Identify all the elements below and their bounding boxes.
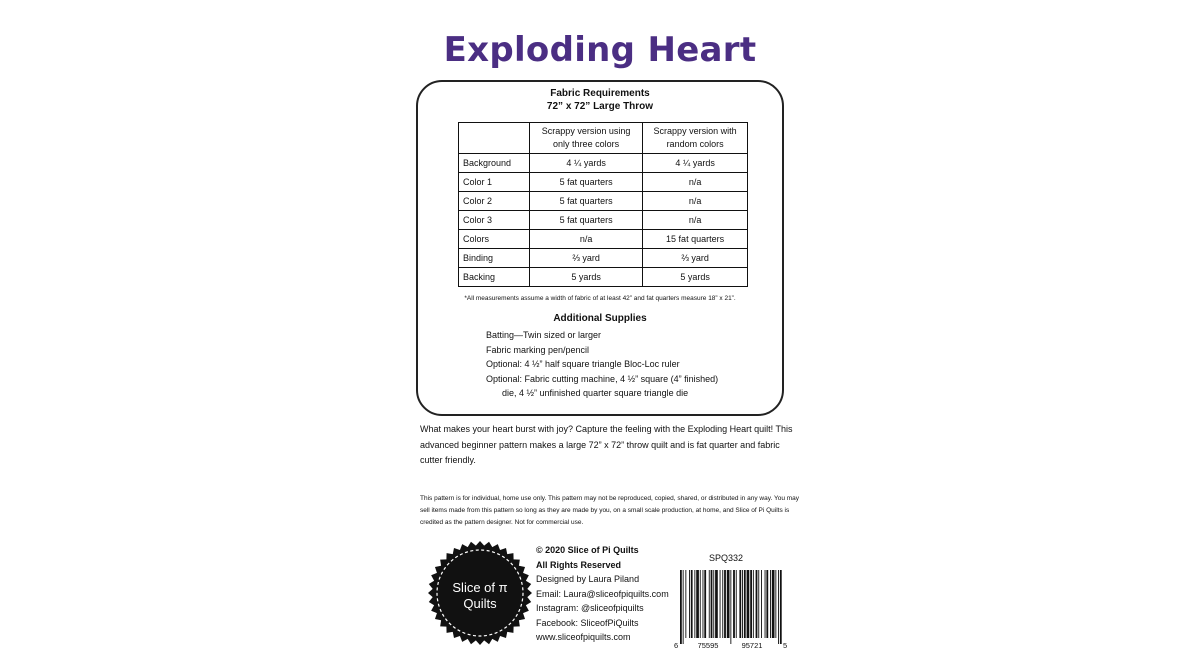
barcode-digit-first: 6 bbox=[674, 641, 679, 650]
barcode-bar bbox=[724, 570, 726, 638]
requirements-size: 72” x 72” Large Throw bbox=[546, 101, 654, 112]
website-text: www.sliceofpiquilts.com bbox=[536, 632, 631, 642]
requirements-heading: Fabric Requirements bbox=[550, 88, 650, 99]
rights-text: All Rights Reserved bbox=[536, 559, 622, 570]
table-header-col2: Scrappy version with random colors bbox=[643, 123, 748, 154]
barcode-bar bbox=[685, 570, 686, 638]
barcode-bar bbox=[722, 570, 723, 638]
barcode-bar bbox=[758, 570, 759, 638]
barcode-bar bbox=[700, 570, 701, 638]
barcode-bar bbox=[680, 570, 682, 644]
fabric-table bbox=[458, 122, 748, 287]
barcode-bar bbox=[778, 570, 779, 644]
barcode bbox=[672, 566, 790, 651]
barcode-bar bbox=[765, 570, 766, 638]
barcode-bar bbox=[761, 570, 762, 638]
barcode-bars bbox=[680, 570, 782, 644]
barcode-bar bbox=[711, 570, 713, 638]
pattern-description: What makes your heart burst with joy? Capture the feeling with the Exploding Heart quilt! This advanced beginner pattern makes a large 72” x 72” throw quilt and is fat quarter and fabric cutter friendly. bbox=[420, 424, 793, 465]
list-item: Batting—Twin sized or larger bbox=[486, 330, 602, 340]
fabric-requirements-box bbox=[416, 80, 784, 416]
contact-info bbox=[536, 543, 669, 645]
list-item: die, 4 ½” unfinished quarter square triangle die bbox=[502, 388, 689, 398]
row-label: Color 2 bbox=[459, 192, 530, 211]
measurement-footnote: *All measurements assume a width of fabric of at least 42” and fat quarters measure 18” x 21”. bbox=[464, 295, 736, 302]
barcode-bar bbox=[694, 570, 695, 638]
table-header-empty bbox=[459, 123, 530, 154]
list-item: Optional: Fabric cutting machine, 4 ½” square (4” finished) bbox=[486, 373, 719, 384]
barcode-bar bbox=[772, 570, 775, 638]
row-label: Background bbox=[459, 154, 530, 173]
barcode-bar bbox=[775, 570, 776, 638]
table-row bbox=[459, 249, 748, 268]
table-row bbox=[459, 173, 748, 192]
barcode-bar bbox=[689, 570, 690, 638]
row-value: 5 fat quarters bbox=[530, 192, 643, 211]
barcode-bar bbox=[736, 570, 737, 638]
logo-text-line1: Slice of π bbox=[452, 580, 508, 595]
row-value: n/a bbox=[643, 173, 748, 192]
barcode-bar bbox=[756, 570, 758, 638]
row-value: 4 ¼ yards bbox=[530, 154, 643, 173]
barcode-bar bbox=[770, 570, 771, 638]
barcode-bar bbox=[696, 570, 699, 638]
barcode-bar bbox=[683, 570, 684, 644]
barcode-bar bbox=[703, 570, 704, 638]
list-item: Fabric marking pen/pencil bbox=[486, 344, 590, 355]
row-value: 5 yards bbox=[643, 268, 748, 287]
table-row bbox=[459, 268, 748, 287]
barcode-bar bbox=[709, 570, 710, 638]
row-value: 5 yards bbox=[530, 268, 643, 287]
row-value: 4 ¼ yards bbox=[643, 154, 748, 173]
row-label: Backing bbox=[459, 268, 530, 287]
row-label: Color 1 bbox=[459, 173, 530, 192]
logo-text-line2: Quilts bbox=[463, 596, 497, 611]
list-item: Optional: 4 ½” half square triangle Bloc-Loc ruler bbox=[486, 359, 680, 369]
barcode-bar bbox=[704, 570, 706, 638]
row-value: n/a bbox=[530, 230, 643, 249]
legal-notice: This pattern is for individual, home use only. This pattern may not be reproduced, copied, shared, or distributed in any way. You may sell items made from this pattern so long as they are made by you, on a small scale production, at home, and Slice of Pi Quilts is credited as the pattern designer. Not for commercial use. bbox=[420, 495, 800, 526]
table-row bbox=[459, 211, 748, 230]
barcode-bar bbox=[720, 570, 721, 638]
barcode-digits-right: 95721 bbox=[741, 641, 763, 650]
table-header-col1: Scrappy version using only three colors bbox=[530, 123, 643, 154]
facebook-text: Facebook: SliceofPiQuilts bbox=[536, 617, 639, 628]
supplies-list bbox=[486, 328, 718, 401]
row-label: Binding bbox=[459, 249, 530, 268]
designer-text: Designed by Laura Piland bbox=[536, 574, 640, 584]
table-row bbox=[459, 154, 748, 173]
row-value: 15 fat quarters bbox=[643, 230, 748, 249]
row-label: Color 3 bbox=[459, 211, 530, 230]
table-header-row bbox=[459, 123, 748, 154]
barcode-bar bbox=[742, 570, 743, 638]
barcode-bar bbox=[766, 570, 768, 638]
row-value: 5 fat quarters bbox=[530, 173, 643, 192]
row-label: Colors bbox=[459, 230, 530, 249]
row-value: n/a bbox=[643, 211, 748, 230]
page-title: Exploding Heart bbox=[443, 30, 757, 70]
email-text: Email: Laura@sliceofpiquilts.com bbox=[536, 588, 669, 599]
barcode-digit-last: 5 bbox=[783, 641, 788, 650]
row-value: 5 fat quarters bbox=[530, 211, 643, 230]
instagram-text: Instagram: @sliceofpiquilts bbox=[536, 603, 644, 613]
table-row bbox=[459, 230, 748, 249]
barcode-bar bbox=[691, 570, 693, 638]
barcode-bar bbox=[753, 570, 754, 638]
barcode-bar bbox=[750, 570, 752, 638]
barcode-bar bbox=[780, 570, 782, 644]
barcode-bar bbox=[727, 570, 730, 638]
barcode-bar bbox=[747, 570, 750, 638]
barcode-bar bbox=[744, 570, 746, 638]
barcode-bar bbox=[733, 570, 735, 638]
barcode-bar bbox=[715, 570, 718, 638]
row-value: n/a bbox=[643, 192, 748, 211]
barcode-bar bbox=[739, 570, 741, 638]
barcode-bar bbox=[713, 570, 714, 638]
supplies-heading: Additional Supplies bbox=[553, 313, 647, 324]
barcode-digits-left: 75595 bbox=[697, 641, 719, 650]
copyright-text: © 2020 Slice of Pi Quilts bbox=[536, 545, 639, 555]
row-value: ⅔ yard bbox=[530, 249, 643, 268]
sku-code: SPQ332 bbox=[709, 553, 744, 563]
barcode-bar bbox=[730, 570, 731, 644]
slice-of-pi-quilts-logo bbox=[427, 540, 533, 646]
row-value: ⅔ yard bbox=[643, 249, 748, 268]
table-row bbox=[459, 192, 748, 211]
